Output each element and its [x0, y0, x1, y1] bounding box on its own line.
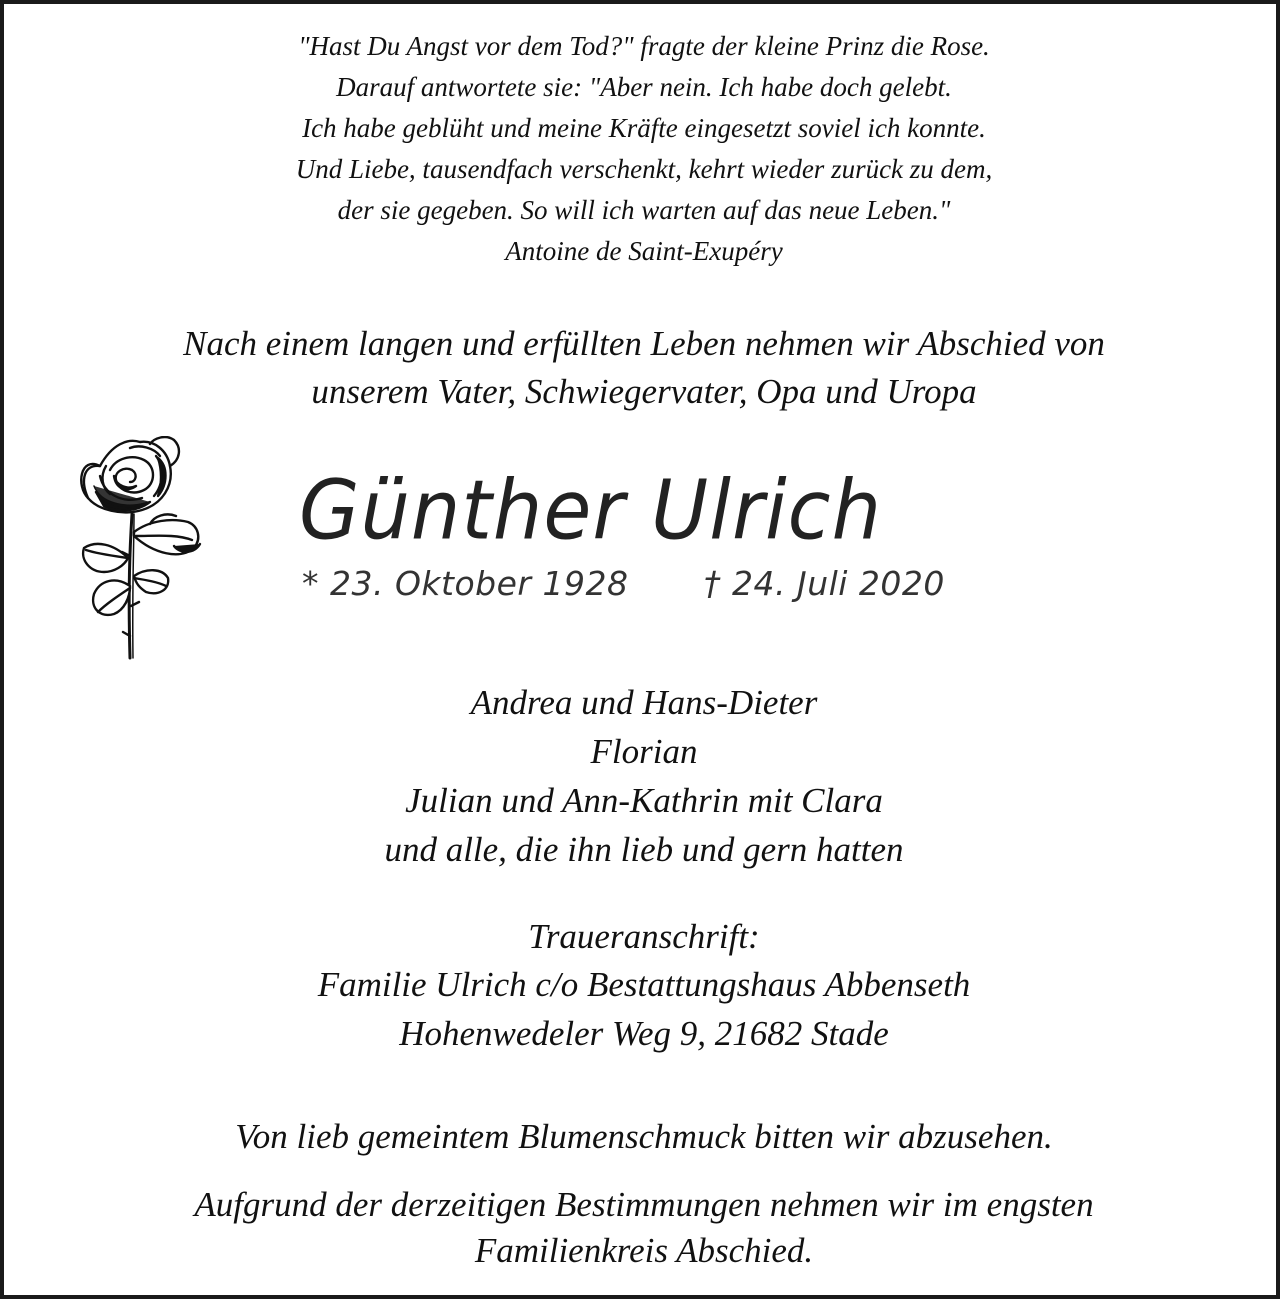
- quote-author: Antoine de Saint-Exupéry: [505, 236, 783, 266]
- birth-date: * 23. Oktober 1928: [302, 564, 629, 603]
- ceremony-note-line-2: Familienkreis Abschied.: [474, 1231, 814, 1270]
- flowers-note: Von lieb gemeintem Blumenschmuck bitten wir abzusehen.: [235, 1117, 1053, 1156]
- mourner-line: Andrea und Hans-Dieter: [470, 683, 818, 722]
- address-line-1: Familie Ulrich c/o Bestattungshaus Abbenseth: [317, 965, 971, 1004]
- mourner-line: Florian: [590, 732, 698, 771]
- intro-line-1: Nach einem langen und erfüllten Leben nehmen wir Abschied von: [183, 324, 1105, 363]
- quote-line: Ich habe geblüht und meine Kräfte eingesetzt soviel ich konnte.: [302, 113, 986, 143]
- quote-line: Darauf antwortete sie: "Aber nein. Ich habe doch gelebt.: [336, 72, 952, 102]
- quote-line: der sie gegeben. So will ich warten auf das neue Leben.": [337, 195, 951, 225]
- rose-icon: [70, 436, 210, 661]
- death-date: † 24. Juli 2020: [704, 564, 945, 603]
- mourner-line: Julian und Ann-Kathrin mit Clara: [405, 781, 883, 820]
- address-line-2: Hohenwedeler Weg 9, 21682 Stade: [399, 1014, 889, 1053]
- intro-line-2: unserem Vater, Schwiegervater, Opa und Uropa: [311, 372, 977, 411]
- ceremony-note-line-1: Aufgrund der derzeitigen Bestimmungen nehmen wir im engsten: [194, 1185, 1094, 1224]
- address-heading: Traueranschrift:: [528, 917, 760, 956]
- deceased-name: Günther Ulrich: [299, 464, 883, 559]
- mourner-line: und alle, die ihn lieb und gern hatten: [384, 830, 904, 869]
- quote-line: "Hast Du Angst vor dem Tod?" fragte der kleine Prinz die Rose.: [298, 31, 990, 61]
- quote-line: Und Liebe, tausendfach verschenkt, kehrt wieder zurück zu dem,: [295, 154, 993, 184]
